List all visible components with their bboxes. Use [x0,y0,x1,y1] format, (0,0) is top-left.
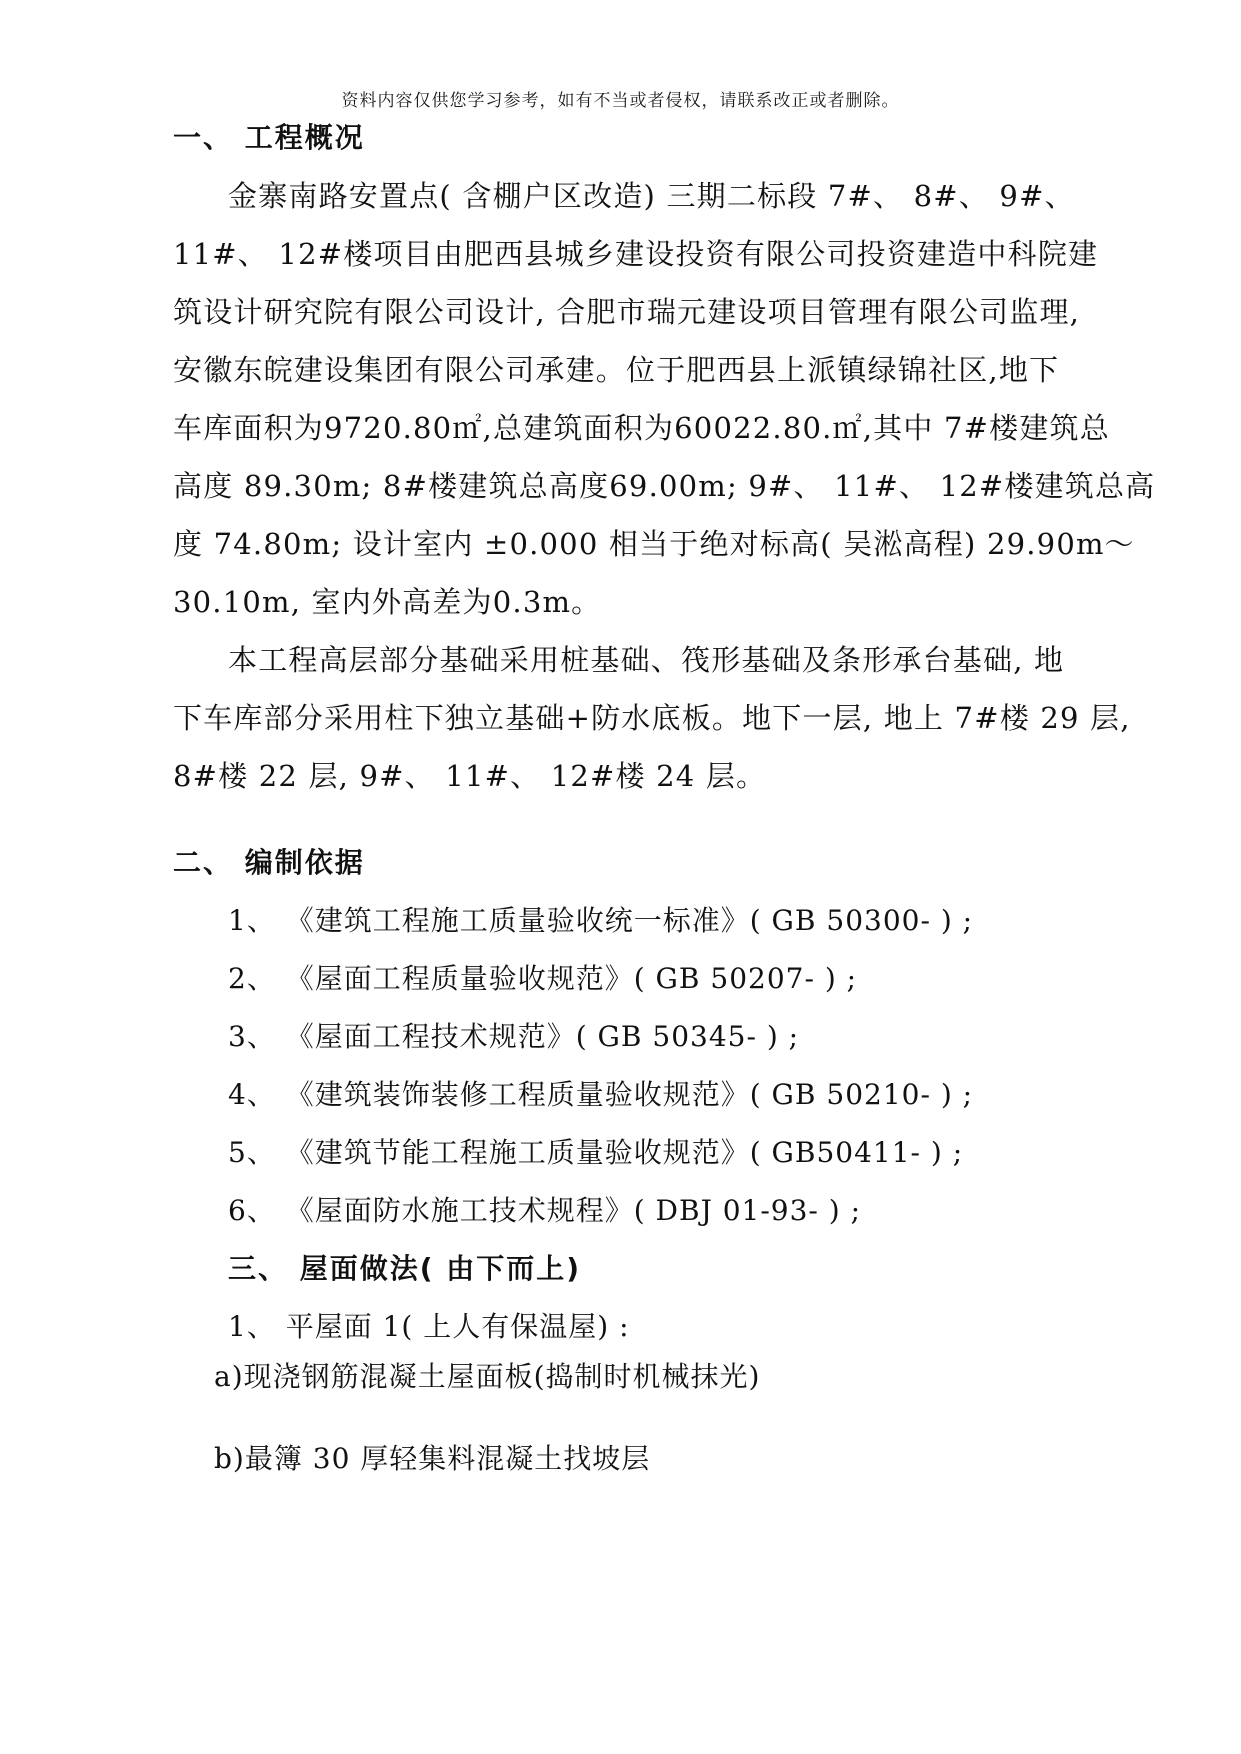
section-3-title: 三、 屋面做法( 由下而上) [228,1252,582,1285]
section-1-para-1-line: 度 74.80m; 设计室内 ±0.000 相当于绝对标高( 吴淞高程) 29.90m～ [173,527,1135,561]
header-notice: 资料内容仅供您学习参考，如有不当或者侵权，请联系改正或者删除。 [341,91,900,111]
reference-item: 6、 《屋面防水施工技术规程》( DBJ 01-93- ) ; [228,1194,862,1227]
section-1-para-1-line: 11#、 12#楼项目由肥西县城乡建设投资有限公司投资建造中科院建 [173,237,1099,271]
reference-item: 3、 《屋面工程技术规范》( GB 50345- ) ; [228,1020,800,1053]
section-3-subheading: 1、 平屋面 1( 上人有保温屋) : [228,1310,630,1343]
section-1-para-2-line: 下车库部分采用柱下独立基础+防水底板。地下一层, 地上 7#楼 29 层, [173,701,1131,735]
roof-layer-a: a)现浇钢筋混凝土屋面板(捣制时机械抹光) [214,1360,761,1393]
section-1-para-1-line: 安徽东皖建设集团有限公司承建。位于肥西县上派镇绿锦社区,地下 [173,353,1060,387]
reference-item: 5、 《建筑节能工程施工质量验收规范》( GB50411- ) ; [228,1136,964,1169]
section-1-para-2-line: 8#楼 22 层, 9#、 11#、 12#楼 24 层。 [173,759,767,793]
reference-item: 1、 《建筑工程施工质量验收统一标准》( GB 50300- ) ; [228,904,974,937]
reference-item: 4、 《建筑装饰装修工程质量验收规范》( GB 50210- ) ; [228,1078,974,1111]
roof-layer-b: b)最簿 30 厚轻集料混凝土找坡层 [214,1442,651,1475]
section-1-para-1-line: 金寨南路安置点( 含棚户区改造) 三期二标段 7#、 8#、 9#、 [228,179,1075,213]
section-1-para-1-line: 高度 89.30m; 8#楼建筑总高度69.00m; 9#、 11#、 12#楼建筑总高 [173,469,1156,503]
section-1-title: 一、 工程概况 [173,121,365,154]
section-1-para-2-line: 本工程高层部分基础采用桩基础、筏形基础及条形承台基础, 地 [228,643,1065,677]
section-1-para-1-line: 车库面积为9720.80㎡,总建筑面积为60022.80.㎡,其中 7#楼建筑总 [173,411,1110,445]
reference-item: 2、 《屋面工程质量验收规范》( GB 50207- ) ; [228,962,858,995]
section-1-para-1-line: 筑设计研究院有限公司设计, 合肥市瑞元建设项目管理有限公司监理, [173,295,1081,329]
section-2-title: 二、 编制依据 [173,846,365,879]
section-1-para-1-line: 30.10m, 室内外高差为0.3m。 [173,585,602,619]
